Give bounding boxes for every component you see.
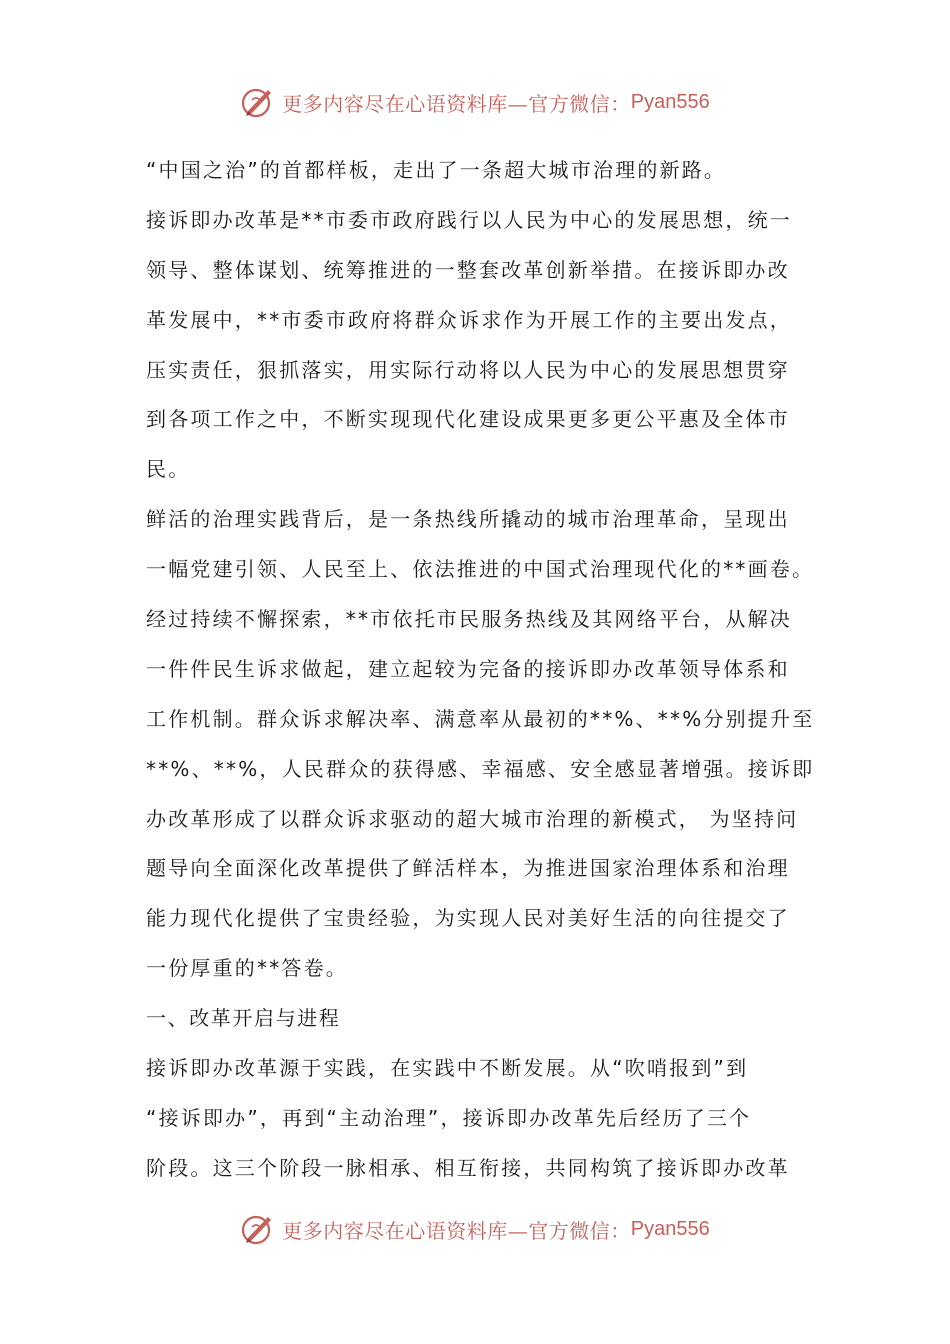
text-line: 领导、整体谋划、统筹推进的一整套改革创新举措。在接诉即办改 — [146, 257, 790, 282]
text-line: 革发展中，**市委市政府将群众诉求作为开展工作的主要出发点， — [146, 307, 792, 332]
header-watermark-banner — [0, 82, 950, 122]
banner-wechat-id: Pyan556 — [630, 1217, 710, 1240]
text-line: “中国之治”的首都样板，走出了一条超大城市治理的新路。 — [146, 158, 727, 182]
text-line: 一幅党建引领、人民至上、依法推进的中国式治理现代化的**画卷。 — [146, 557, 815, 582]
footer-watermark-banner — [0, 1209, 950, 1249]
text-line: 到各项工作之中，不断实现现代化建设成果更多更公平惠及全体市 — [146, 407, 790, 432]
text-line: 一件件民生诉求做起，建立起较为完备的接诉即办改革领导体系和 — [146, 656, 790, 681]
text-line: 经过持续不懈探索，**市依托市民服务热线及其网络平台，从解决 — [146, 607, 792, 632]
banner-text: 更多内容尽在心语资料库—官方微信： — [282, 91, 631, 116]
section-heading: 一、改革开启与进程 — [146, 1006, 341, 1031]
text-line: 能力现代化提供了宝贵经验，为实现人民对美好生活的向往提交了 — [146, 906, 790, 931]
banner-text: 更多内容尽在心语资料库—官方微信： — [282, 1218, 631, 1243]
text-line: 阶段。这三个阶段一脉相承、相互衔接，共同构筑了接诉即办改革 — [146, 1155, 790, 1180]
text-line: **%、**%，人民群众的获得感、幸福感、安全感显著增强。接诉即 — [146, 756, 815, 781]
text-line: 压实责任，狠抓落实，用实际行动将以人民为中心的发展思想贯穿 — [146, 357, 790, 382]
banner-wechat-id: Pyan556 — [630, 90, 710, 113]
pen-logo-icon — [240, 1211, 276, 1247]
text-line: “接诉即办”，再到“主动治理”，接诉即办改革先后经历了三个 — [146, 1105, 752, 1130]
text-line: 接诉即办改革源于实践，在实践中不断发展。从“吹哨报到”到 — [146, 1056, 749, 1081]
text-line: 接诉即办改革是**市委市政府践行以人民为中心的发展思想，统一 — [146, 207, 792, 232]
text-line: 民。 — [146, 457, 191, 482]
document-body — [146, 150, 826, 1198]
text-line: 鲜活的治理实践背后，是一条热线所撬动的城市治理革命，呈现出 — [146, 507, 790, 532]
text-line: 工作机制。群众诉求解决率、满意率从最初的**%、**%分别提升至 — [146, 706, 815, 731]
pen-logo-icon — [240, 84, 276, 120]
text-line: 题导向全面深化改革提供了鲜活样本，为推进国家治理体系和治理 — [146, 856, 790, 881]
text-line: 办改革形成了以群众诉求驱动的超大城市治理的新模式， 为坚持问 — [146, 806, 799, 831]
text-line: 一份厚重的**答卷。 — [146, 956, 348, 981]
